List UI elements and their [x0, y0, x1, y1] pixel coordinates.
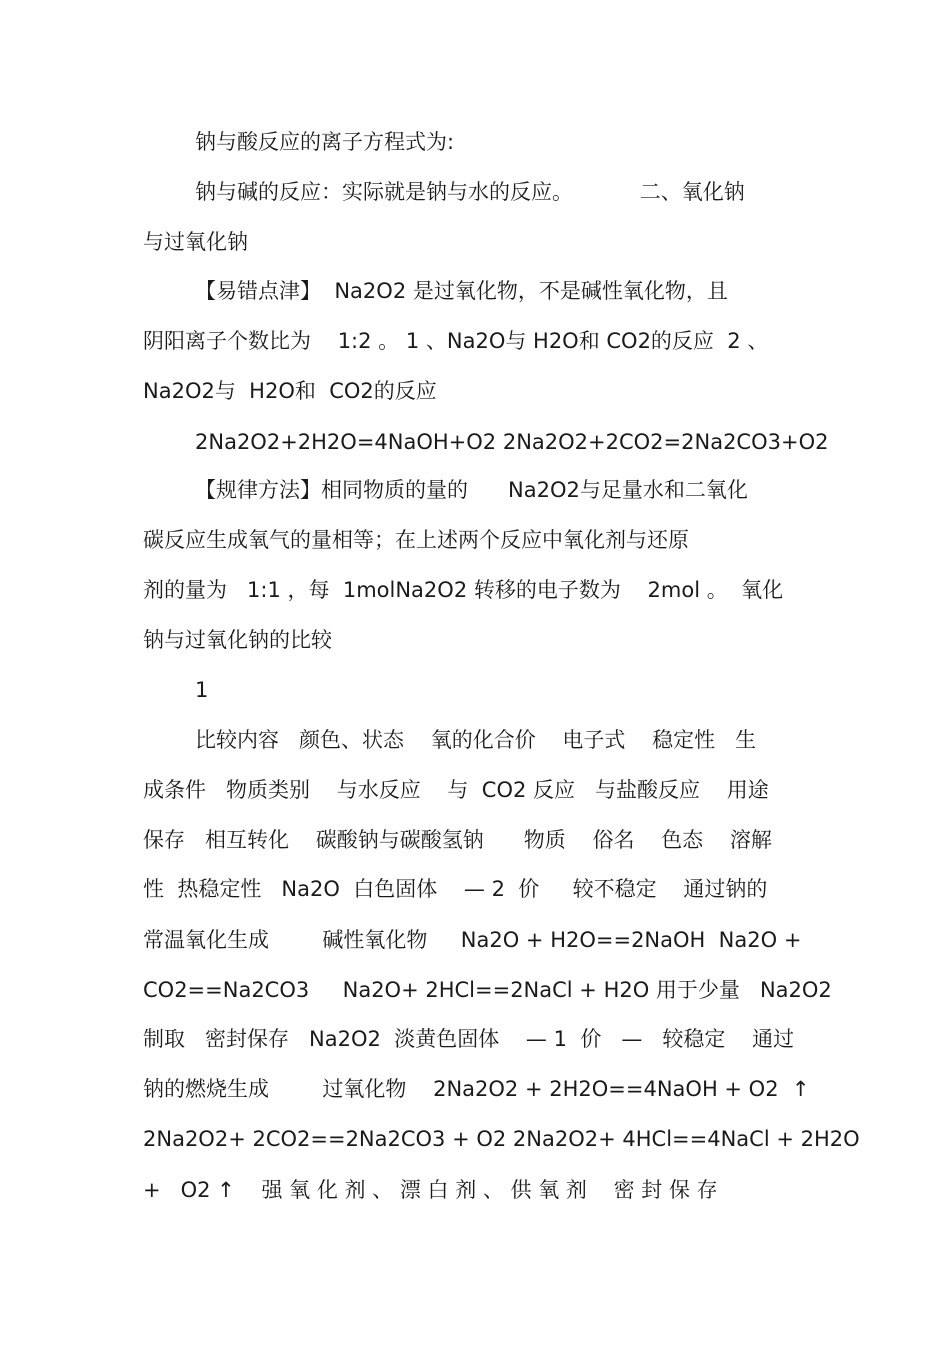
text-line: 钠与过氧化钠的比较	[143, 628, 332, 652]
text-line: 与过氧化钠	[143, 230, 248, 254]
text-line: 【易错点津】 Na2O2 是过氧化物，不是碱性氧化物，且	[195, 279, 728, 303]
text-line: 保存 相互转化 碳酸钠与碳酸氢钠 物质 俗名 色态 溶解	[143, 828, 772, 852]
text-line: 碳反应生成氧气的量相等；在上述两个反应中氧化剂与还原	[143, 528, 689, 552]
text-line: 2Na2O2+2H2O=4NaOH+O2 2Na2O2+2CO2=2Na2CO3+O2	[195, 430, 829, 454]
text-line: + O2 ↑ 强 氧 化 剂 、 漂 白 剂 、 供 氧 剂 密 封 保 存	[143, 1178, 718, 1202]
text-line: 【规律方法】相同物质的量的 Na2O2与足量水和二氧化	[195, 478, 748, 502]
text-line: 剂的量为 1:1 ，每 1molNa2O2 转移的电子数为 2mol 。 氧化	[143, 578, 784, 602]
text-line: 性 热稳定性 Na2O 白色固体 — 2 价 较不稳定 通过钠的	[143, 877, 768, 901]
text-line: 阴阳离子个数比为 1:2 。 1 、Na2O与 H2O和 CO2的反应 2 、	[143, 329, 769, 353]
text-line: 钠与碱的反应：实际就是钠与水的反应。 二、氧化钠	[195, 180, 745, 204]
text-line: 比较内容 颜色、状态 氧的化合价 电子式 稳定性 生	[195, 728, 757, 752]
text-line: 常温氧化生成 碱性氧化物 Na2O + H2O==2NaOH Na2O +	[143, 928, 802, 952]
text-line: 钠与酸反应的离子方程式为:	[195, 130, 455, 154]
text-line: Na2O2与 H2O和 CO2的反应	[143, 379, 437, 403]
text-line: 制取 密封保存 Na2O2 淡黄色固体 — 1 价 — 较稳定 通过	[143, 1027, 795, 1051]
text-line: 成条件 物质类别 与水反应 与 CO2 反应 与盐酸反应 用途	[143, 778, 769, 802]
text-line: 钠的燃烧生成 过氧化物 2Na2O2 + 2H2O==4NaOH + O2 ↑	[143, 1077, 810, 1101]
text-line: 2Na2O2+ 2CO2==2Na2CO3 + O2 2Na2O2+ 4HCl==4NaCl + 2H2O	[143, 1127, 860, 1151]
page-number: 1	[195, 678, 209, 702]
text-line: CO2==Na2CO3 Na2O+ 2HCl==2NaCl + H2O 用于少量 Na2O2	[143, 978, 832, 1002]
